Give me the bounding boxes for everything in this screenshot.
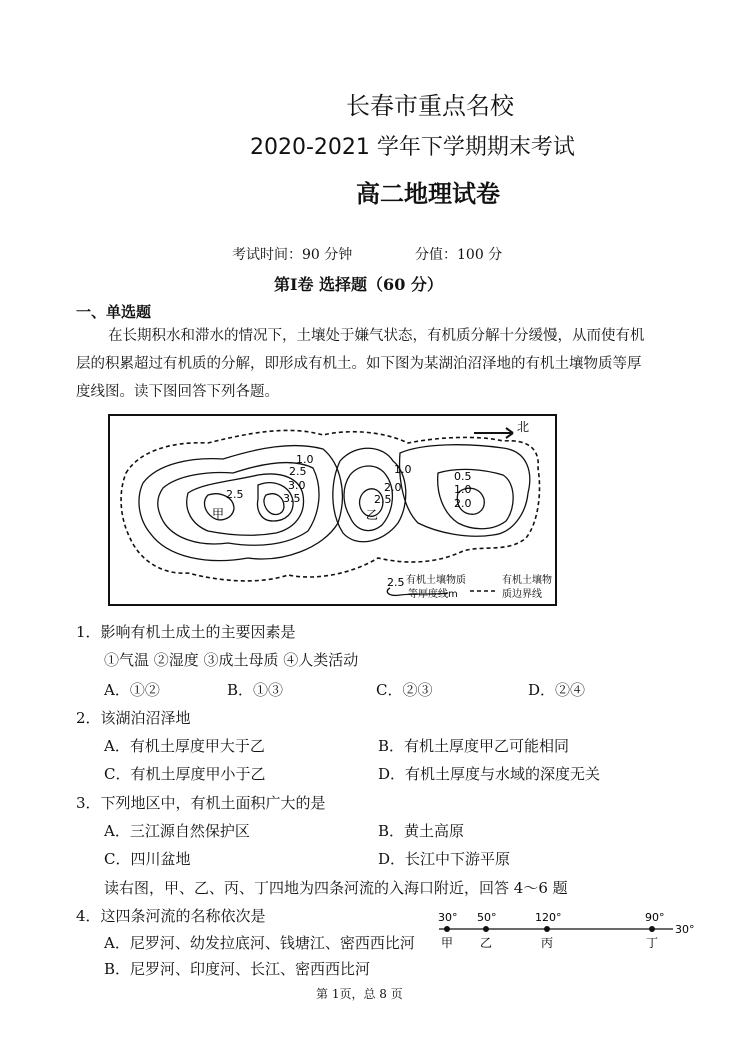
legend-boundary-text-2: 质边界线 xyxy=(502,589,542,600)
page-footer: 第 1页，总 8 页 xyxy=(316,987,403,1001)
q2-option-c[interactable]: C．有机土厚度甲小于乙 xyxy=(104,765,266,783)
place-label: 乙 xyxy=(480,936,493,950)
place-label: 丁 xyxy=(646,936,659,950)
q4-option-a[interactable]: A．尼罗河、幼发拉底河、钱塘江、密西西比河 xyxy=(104,934,415,952)
contour-label: 0.5 xyxy=(454,470,472,483)
contour-label: 2.5 xyxy=(289,465,307,478)
place-label: 丙 xyxy=(541,936,554,950)
point-jia xyxy=(444,926,450,932)
north-label: 北 xyxy=(517,420,530,434)
contour-label: 1.0 xyxy=(394,463,412,476)
legend-contour-unit: 等厚度线m xyxy=(408,589,458,600)
part-heading: 第Ⅰ卷 选择题（60 分） xyxy=(274,275,443,294)
intro-line-3: 度线图。读下图回答下列各题。 xyxy=(76,384,279,400)
place-label-yi: 乙 xyxy=(366,508,379,522)
point-bing xyxy=(544,926,550,932)
degree-label: 50° xyxy=(477,911,497,924)
q1-option-c[interactable]: C．②③ xyxy=(376,681,433,699)
question-3-stem: 3．下列地区中，有机土面积广大的是 xyxy=(76,794,326,812)
q2-option-a[interactable]: A．有机土厚度甲大于乙 xyxy=(104,737,265,755)
organic-soil-thickness-map xyxy=(108,413,558,608)
intro-line-2: 层的积累超过有机质的分解，即形成有机土。如下图为某湖泊沼泽地的有机土壤物质等厚 xyxy=(76,356,642,372)
q3-option-a[interactable]: A．三江源自然保护区 xyxy=(104,822,250,840)
contour-label: 2.5 xyxy=(374,493,392,506)
legend-contour-value: 2.5 xyxy=(387,576,405,589)
section-heading: 一、单选题 xyxy=(76,303,152,321)
q3-option-b[interactable]: B．黄土高原 xyxy=(378,822,465,840)
map-boundary xyxy=(121,430,539,581)
legend-contour-text: 有机土壤物质 xyxy=(406,575,466,586)
degree-label: 90° xyxy=(645,911,665,924)
contour-west-5 xyxy=(264,494,284,515)
q2-option-b[interactable]: B．有机土厚度甲乙可能相同 xyxy=(378,737,570,755)
q4-option-b[interactable]: B．尼罗河、印度河、长江、密西西比河 xyxy=(104,960,371,978)
latitude-label: 30° xyxy=(675,923,695,936)
contour-label: 2.0 xyxy=(384,481,402,494)
contour-east-2 xyxy=(438,469,513,528)
degree-label: 30° xyxy=(438,911,458,924)
degree-label: 120° xyxy=(535,911,562,924)
contour-label: 3.5 xyxy=(283,492,301,505)
legend-boundary-text: 有机土壤物 xyxy=(502,575,552,586)
contour-label: 2.5 xyxy=(226,488,244,501)
river-mouth-axis xyxy=(435,905,740,957)
q1-option-b[interactable]: B．①③ xyxy=(227,681,284,699)
place-label-jia: 甲 xyxy=(212,507,225,521)
intro-line-1: 在长期积水和滞水的情况下，土壤处于嫌气状态，有机质分解十分缓慢，从而使有机 xyxy=(108,328,645,344)
instruction-4-6: 读右图，甲、乙、丙、丁四地为四条河流的入海口附近，回答 4～6 题 xyxy=(104,879,568,897)
q1-option-a[interactable]: A．①② xyxy=(104,681,160,699)
place-label: 甲 xyxy=(441,936,454,950)
q3-option-d[interactable]: D．长江中下游平原 xyxy=(378,850,511,868)
school-name: 长春市重点名校 xyxy=(346,92,514,120)
contour-label: 2.0 xyxy=(454,497,472,510)
point-yi xyxy=(483,926,489,932)
contour-label: 1.0 xyxy=(296,453,314,466)
map-frame xyxy=(109,415,556,605)
exam-score: 分值：100 分 xyxy=(415,247,503,263)
q1-option-d[interactable]: D．②④ xyxy=(528,681,586,699)
contour-label: 3.0 xyxy=(288,479,306,492)
question-4-stem: 4．这四条河流的名称依次是 xyxy=(76,907,266,925)
question-1-factors: ①气温 ②湿度 ③成土母质 ④人类活动 xyxy=(104,651,359,669)
exam-title: 2020-2021 学年下学期期末考试 xyxy=(250,135,575,160)
q2-option-d[interactable]: D．有机土厚度与水域的深度无关 xyxy=(378,765,601,783)
question-2-stem: 2．该湖泊沼泽地 xyxy=(76,709,191,727)
subject-title: 高二地理试卷 xyxy=(356,180,500,208)
point-ding xyxy=(649,926,655,932)
contour-label: 1.0 xyxy=(454,483,472,496)
exam-time: 考试时间：90 分钟 xyxy=(232,247,353,263)
question-1-stem: 1．影响有机土成土的主要因素是 xyxy=(76,623,296,641)
q3-option-c[interactable]: C．四川盆地 xyxy=(104,850,191,868)
